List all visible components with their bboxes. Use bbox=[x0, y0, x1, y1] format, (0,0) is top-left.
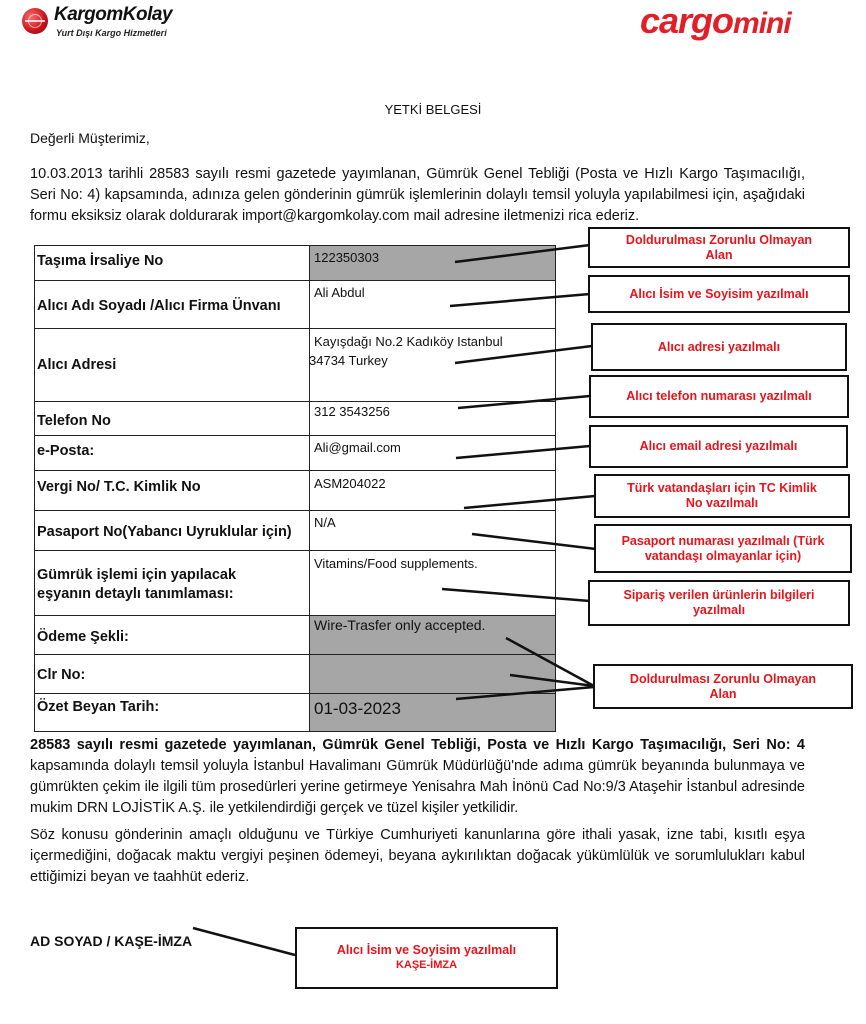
authorization-text: kapsamında dolaylı temsil yoluyla İstanbul Havalimanı Gümrük Müdürlüğü'nde adıma gümrük beyanında bulunmaya ve gümrükten çekim ile ilgili tüm prosedürleri yerine getirmeye Yenisahra Mah İnönü Cad No:9/3 Ataşehir İstanbul adresinde mukim DRN LOJİSTİK A.Ş. ile yetkilendirdiği gerçek ve tüzel kişiler yetkilidir. bbox=[30, 758, 805, 816]
form-label: e-Posta: bbox=[37, 443, 95, 459]
form-label: Özet Beyan Tarih: bbox=[37, 699, 160, 715]
form-value-text: N/A bbox=[314, 515, 336, 530]
callout-text: Doldurulması Zorunlu Olmayan bbox=[629, 671, 817, 686]
form-label: Vergi No/ T.C. Kimlik No bbox=[37, 479, 201, 495]
form-label: Alıcı Adresi bbox=[37, 357, 117, 373]
callout-phone bbox=[589, 375, 849, 418]
form-value-text: 01-03-2023 bbox=[314, 699, 401, 718]
cargomini-logo-main: cargo bbox=[640, 0, 734, 41]
authorization-paragraph bbox=[30, 735, 805, 819]
form-value-text: Kayışdağı No.2 Kadıköy Istanbul bbox=[314, 334, 503, 349]
form-label: Telefon No bbox=[37, 413, 111, 429]
form-value-text: Ali@gmail.com bbox=[314, 440, 401, 455]
form-value-text-line2: 34734 Turkey bbox=[309, 353, 388, 368]
form-value-text: 312 3543256 bbox=[314, 404, 390, 419]
callout-text: Alıcı telefon numarası yazılmalı bbox=[626, 389, 812, 403]
intro-paragraph: 10.03.2013 tarihli 28583 sayılı resmi gazetede yayımlanan, Gümrük Genel Tebliği (Posta ve Hızlı Kargo Taşımacılığı, Seri No: 4) kapsamında, adınıza gelen gönderinin gümrük işlemlerinin dolaylı temsil yoluyla yapılabilmesi için, aşağıdaki formu eksiksiz olarak doldurarak import@kargomkolay.com mail adresine iletmenizi rica ederiz. bbox=[30, 166, 805, 224]
greeting: Değerli Müşterimiz, bbox=[30, 130, 150, 146]
callout-optional-field-2 bbox=[593, 664, 853, 709]
form-label: Taşıma İrsaliye No bbox=[37, 253, 164, 269]
form-label: Ödeme Şekli: bbox=[37, 629, 129, 645]
form-value-text: ASM204022 bbox=[314, 476, 386, 491]
form-value-text: Wire-Trasfer only accepted. bbox=[314, 617, 486, 633]
callout-text-line2: Alan bbox=[709, 686, 737, 701]
callout-goods-info bbox=[588, 580, 850, 626]
callout-text-line2: No vazılmalı bbox=[685, 496, 759, 510]
cargomini-logo-suffix: mini bbox=[733, 7, 791, 40]
form-label: Alıcı Adı Soyadı /Alıcı Firma Ünvanı bbox=[37, 298, 281, 314]
document-title: YETKİ BELGESİ bbox=[384, 102, 482, 117]
authorization-bold-text: 28583 sayılı resmi gazetede yayımlanan, Gümrük Genel Tebliği, Posta ve Hızlı Kargo Taşımacılığı, Seri No: 4 bbox=[30, 737, 805, 753]
callout-address bbox=[591, 323, 847, 371]
callout-text-line2: vatandaşı olmayanlar için) bbox=[644, 548, 802, 563]
kargomkolay-logo-name: KargomKolay bbox=[54, 4, 173, 25]
callout-text-line2: KAŞE-İMZA bbox=[395, 959, 458, 971]
callout-email bbox=[589, 425, 848, 468]
callout-optional-field bbox=[588, 227, 850, 268]
callout-text: Alıcı email adresi yazılmalı bbox=[639, 439, 798, 453]
callout-signature bbox=[295, 927, 558, 989]
signature-label: AD SOYAD / KAŞE-İMZA bbox=[30, 933, 193, 949]
callout-text: Alıcı İsim ve Soyisim yazılmalı bbox=[629, 286, 809, 301]
form-value-text: 122350303 bbox=[314, 250, 380, 265]
callout-text: Sipariş verilen ürünlerin bilgileri bbox=[623, 588, 815, 602]
callout-recipient-name bbox=[588, 275, 850, 313]
form-value-text: Vitamins/Food supplements. bbox=[314, 556, 478, 571]
form-label: Pasaport No(Yabancı Uyruklular için) bbox=[37, 524, 292, 540]
callout-text-line2: Alan bbox=[705, 247, 733, 262]
kargomkolay-logo-tagline: Yurt Dışı Kargo Hizmetleri bbox=[56, 28, 167, 38]
callout-passport bbox=[594, 524, 852, 573]
form-value-text: Ali Abdul bbox=[314, 285, 365, 300]
callout-text: Alıcı İsim ve Soyisim yazılmalı bbox=[336, 943, 517, 957]
callout-text: Pasaport numarası yazılmalı (Türk bbox=[621, 533, 825, 548]
form-label-line2: eşyanın detaylı tanımlaması: bbox=[37, 586, 234, 602]
form-label: Clr No: bbox=[37, 667, 86, 683]
callout-text-line2: yazılmalı bbox=[692, 603, 746, 617]
callout-text: Türk vatandaşları için TC Kimlik bbox=[627, 481, 817, 495]
callout-text: Doldurulması Zorunlu Olmayan bbox=[625, 232, 813, 247]
callout-tc-id bbox=[594, 474, 850, 518]
form-label-line1: Gümrük işlemi için yapılacak bbox=[37, 567, 237, 583]
callout-text: Alıcı adresi yazılmalı bbox=[657, 339, 781, 354]
declaration-paragraph: Söz konusu gönderinin amaçlı olduğunu ve Türkiye Cumhuriyeti kanunlarına göre ithali yasak, izne tabi, kısıtlı eşya içermediğini, doğacak maktu vergiyi peşinen ödemeyi, beyana aykırılıktan doğacak yükümlülük ve sorumlulukları kabul ettiğimizi beyan ve taahhüt ederiz. bbox=[30, 827, 805, 885]
